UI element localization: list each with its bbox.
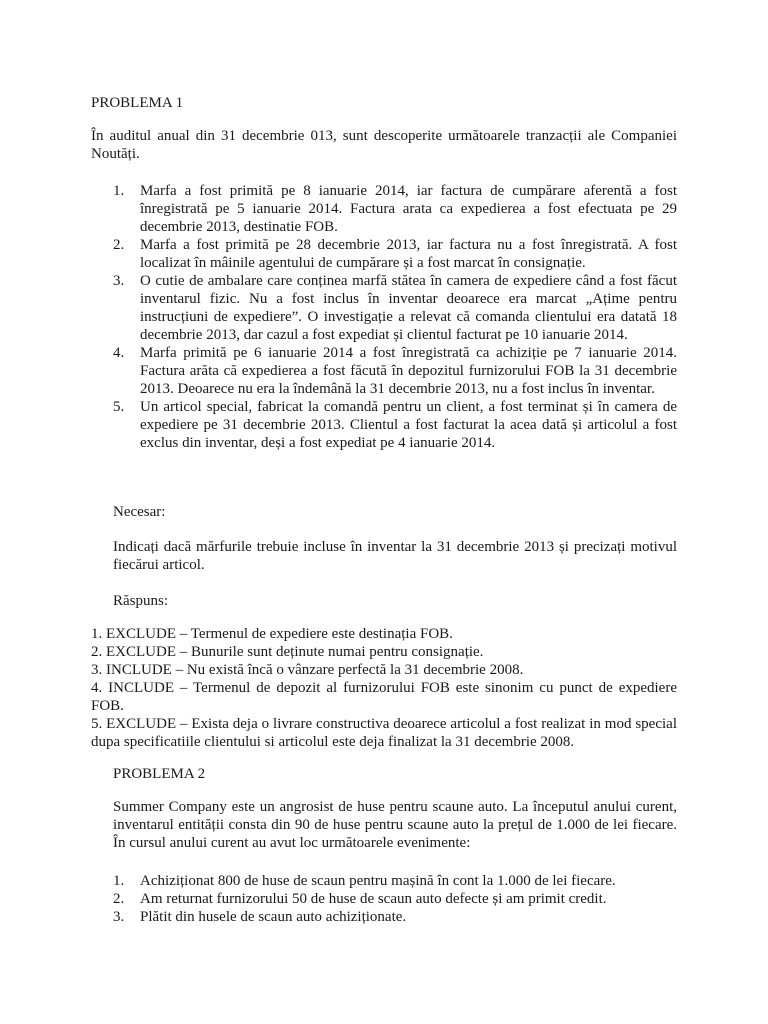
list-item-text: Un articol special, fabricat la comandă pentru un client, a fost terminat și în camera de expediere pe 31 decembrie 2013. Clientul a fost facturat la acea dată și articolul a fost exclus din inventar, deși a fost expediat pe 4 ianuarie 2014. (140, 399, 677, 451)
problem-2-events-list (113, 872, 677, 926)
list-item-number: 1. (113, 183, 125, 199)
list-item-number: 2. (113, 237, 125, 253)
list-item (113, 182, 677, 236)
problem-2-title: PROBLEMA 2 (113, 766, 206, 782)
list-item (113, 908, 677, 926)
problem-1-intro: În auditul anual din 31 decembrie 013, sunt descoperite următoarele tranzacții ale Companiei Noutăți. (91, 128, 677, 162)
list-item-text: Achiziționat 800 de huse de scaun pentru mașină în cont la 1.000 de lei fiecare. (140, 873, 616, 889)
list-item-text: Marfa a fost primită pe 8 ianuarie 2014, iar factura de cumpărare aferentă a fost înregistrată pe 5 ianuarie 2014. Factura arata ca expedierea a fost efectuata pe 29 decembrie 2013, destinatie FOB. (140, 183, 677, 235)
list-item-text: Marfa primită pe 6 ianuarie 2014 a fost înregistrată ca achiziție pe 7 ianuarie 2014. Factura arăta că expedierea a fost făcută în depozitul furnizorului FOB la 31 decembrie 2013. Deoarece nu era la îndemână la 31 decembrie 2013, nu a fost inclus în inventar. (140, 345, 677, 397)
list-item-text: Marfa a fost primită pe 28 decembrie 2013, iar factura nu a fost înregistrată. A fost localizat în mâinile agentului de cumpărare și a fost marcat în consignație. (140, 237, 677, 271)
list-item (113, 872, 677, 890)
answer-item: 2. EXCLUDE – Bunurile sunt deținute numai pentru consignație. (91, 644, 484, 660)
list-item-number: 1. (113, 873, 125, 889)
list-item-number: 3. (113, 273, 125, 289)
list-item (113, 236, 677, 272)
list-item-number: 5. (113, 399, 125, 415)
problem-2-intro: Summer Company este un angrosist de huse pentru scaune auto. La începutul anului curent, inventarul entității consta din 90 de huse pentru scaune auto la prețul de 1.000 de lei fiecare. În cursul anului curent au avut loc următoarele evenimente: (113, 799, 677, 851)
requirement-text: Indicați dacă mărfurile trebuie incluse în inventar la 31 decembrie 2013 și precizați motivul fiecărui articol. (113, 539, 677, 573)
problem-1-title: PROBLEMA 1 (91, 95, 184, 111)
necesar-label: Necesar: (113, 504, 166, 520)
list-item-number: 4. (113, 345, 125, 361)
list-item-text: Plătit din husele de scaun auto achiziționate. (140, 909, 407, 925)
raspuns-label: Răspuns: (113, 593, 169, 609)
list-item (113, 272, 677, 344)
list-item-number: 2. (113, 891, 125, 907)
answer-item: 1. EXCLUDE – Termenul de expediere este destinația FOB. (91, 626, 453, 642)
list-item-text: O cutie de ambalare care conținea marfă stătea în camera de expediere când a fost făcut inventarul fizic. Nu a fost inclus în inventar deoarece era marcat „Ațime pentru instrucțiuni de expediere”. O investigație a relevat că comanda clientului era datată 18 decembrie 2013, dar cazul a fost expediat și clientul facturat pe 10 ianuarie 2014. (140, 273, 677, 343)
answers-list (91, 625, 677, 751)
list-item (113, 344, 677, 398)
list-item (113, 890, 677, 908)
list-item (113, 398, 677, 452)
answer-item: 3. INCLUDE – Nu există încă o vânzare perfectă la 31 decembrie 2008. (91, 662, 524, 678)
list-item-text: Am returnat furnizorului 50 de huse de scaun auto defecte și am primit credit. (140, 891, 607, 907)
list-item-number: 3. (113, 909, 125, 925)
answer-item: 4. INCLUDE – Termenul de depozit al furnizorului FOB este sinonim cu punct de expediere FOB. (91, 680, 677, 714)
problem-1-transactions-list (113, 182, 677, 452)
answer-item: 5. EXCLUDE – Exista deja o livrare constructiva deoarece articolul a fost realizat in mod special dupa specificatiile clientului si articolul este deja finalizat la 31 decembrie 2008. (91, 716, 677, 750)
